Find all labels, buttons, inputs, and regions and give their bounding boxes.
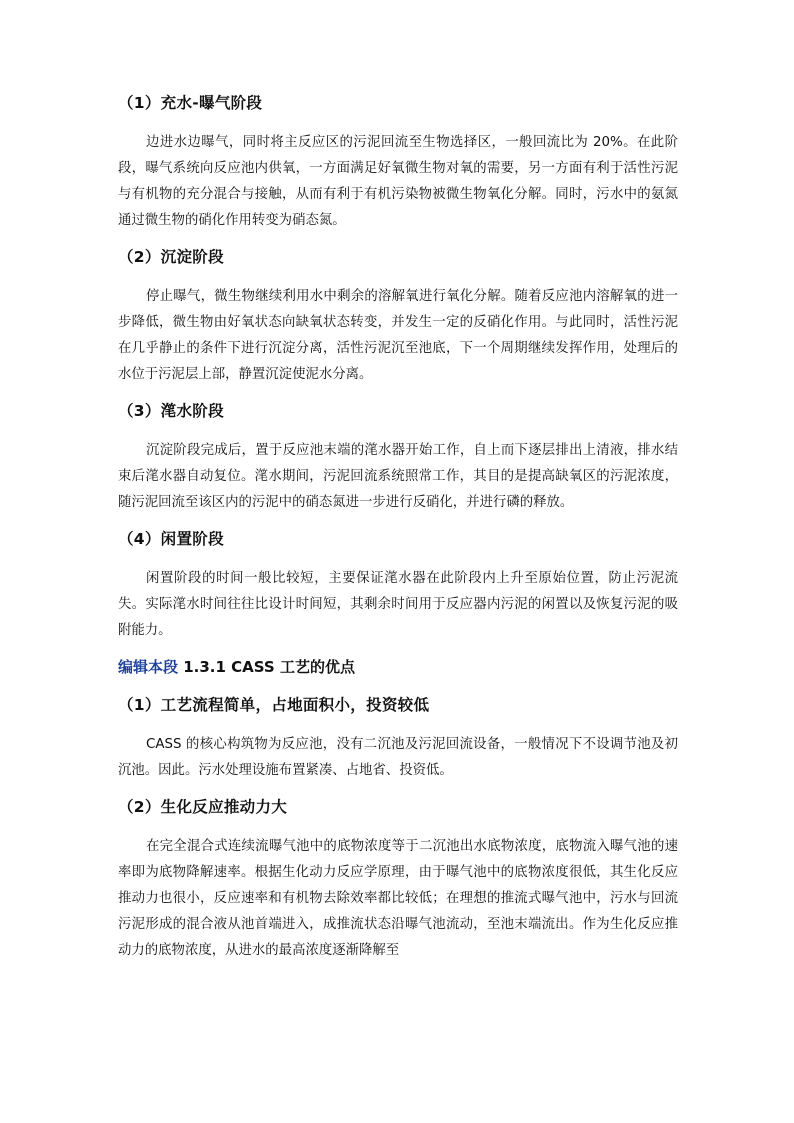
- heading-idle: （4）闲置阶段: [118, 530, 224, 548]
- section-title: [118, 656, 678, 678]
- para-driving-force: 在完全混合式连续流曝气池中的底物浓度等于二沉池出水底物浓度，底物流入曝气池的速率即为底物降解速率。根据生化动力反应学原理，由于曝气池中的底物浓度很低，其生化反应推动力也很小，反应速率和有机物去除效率都比较低；在理想的推流式曝气池中，污水与回流污泥形成的混合液从池首端进入，成推流状态沿曝气池流动，至池末端流出。作为生化反应推动力的底物浓度，从进水的最高浓度逐渐降解至: [118, 839, 678, 958]
- document-page: [118, 92, 678, 976]
- section-title-text: 1.3.1 CASS 工艺的优点: [178, 658, 355, 676]
- heading-settle: （2）沉淀阶段: [118, 248, 224, 266]
- para-decant: 沉淀阶段完成后，置于反应池末端的滗水器开始工作，自上而下逐层排出上清液，排水结束后滗水器自动复位。滗水期间，污泥回流系统照常工作，其目的是提高缺氧区的污泥浓度，随污泥回流至该区内的污泥中的硝态氮进一步进行反硝化，并进行磷的释放。: [118, 443, 678, 510]
- heading-fill-aerate: （1）充水-曝气阶段: [118, 94, 263, 112]
- para-idle: 闲置阶段的时间一般比较短，主要保证滗水器在此阶段内上升至原始位置，防止污泥流失。实际滗水时间往往比设计时间短，其剩余时间用于反应器内污泥的闲置以及恢复污泥的吸附能力。: [118, 571, 678, 638]
- para-settle: 停止曝气，微生物继续利用水中剩余的溶解氧进行氧化分解。随着反应池内溶解氧的进一步降低，微生物由好氧状态向缺氧状态转变，并发生一定的反硝化作用。与此同时，活性污泥在几乎静止的条件下进行沉淀分离，活性污泥沉至池底，下一个周期继续发挥作用，处理后的水位于污泥层上部，静置沉淀使泥水分离。: [118, 289, 678, 382]
- para-fill-aerate: 边进水边曝气，同时将主反应区的污泥回流至生物选择区，一般回流比为 20%。在此阶段，曝气系统向反应池内供氧，一方面满足好氧微生物对氧的需要，另一方面有利于活性污泥与有机物的充分混合与接触，从而有利于有机污染物被微生物氧化分解。同时，污水中的氨氮通过微生物的硝化作用转变为硝态氮。: [118, 135, 678, 228]
- heading-decant: （3）滗水阶段: [118, 402, 224, 420]
- edit-section-link[interactable]: 编辑本段: [118, 658, 179, 676]
- para-simple-process: CASS 的核心构筑物为反应池，没有二沉池及污泥回流设备，一般情况下不设调节池及初沉池。因此。污水处理设施布置紧凑、占地省、投资低。: [118, 737, 678, 778]
- heading-driving-force: （2）生化反应推动力大: [118, 798, 288, 816]
- heading-simple-process: （1）工艺流程简单，占地面积小，投资较低: [118, 696, 430, 714]
